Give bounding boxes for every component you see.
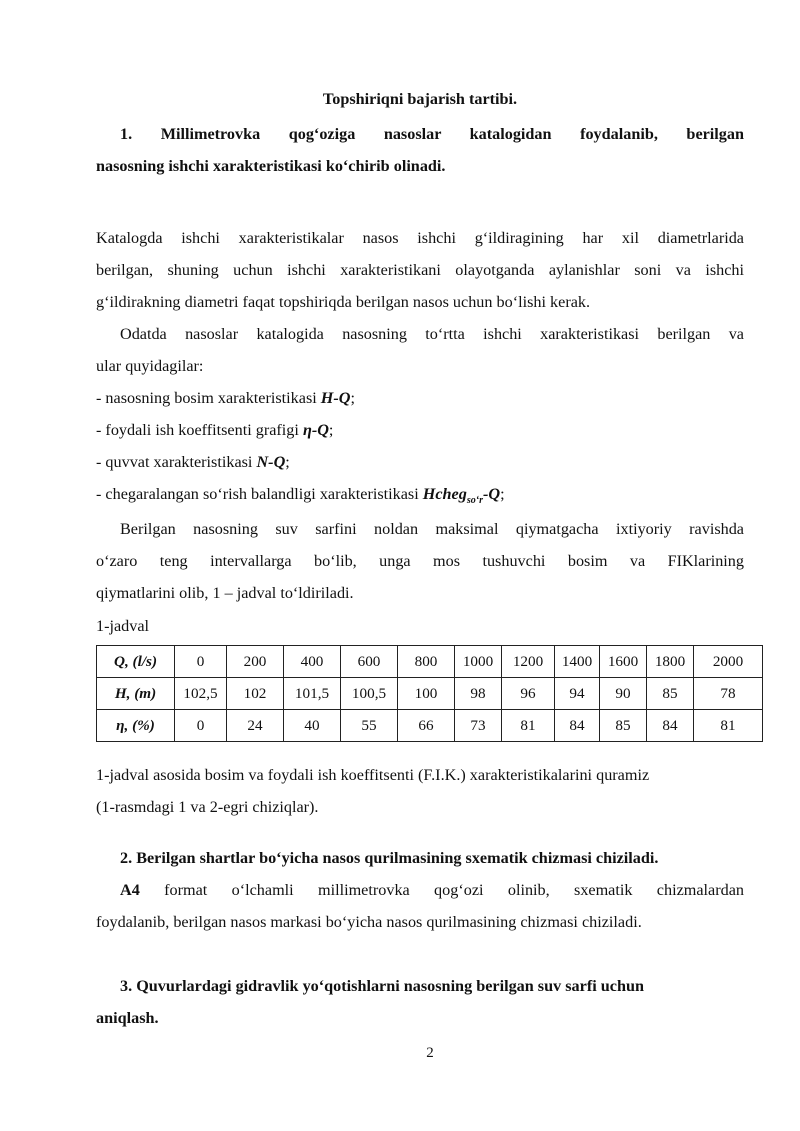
table-cell: 102 [227,678,284,710]
paragraph-4-line-1: 1-jadval asosida bosim va foydali ish koeffitsenti (F.I.K.) xarakteristikalarini quramiz [96,766,650,784]
table-cell: 102,5 [175,678,227,710]
table-cell: 40 [284,710,341,742]
paragraph-1-line-3: g‘ildirakning diametri faqat topshiriqda berilgan nasos uchun bo‘lishi kerak. [96,293,591,311]
table-cell: 94 [555,678,600,710]
formula-eta-q: η-Q [302,421,329,439]
list-item: - nasosning bosim xarakteristikasi H-Q; [96,389,355,407]
table-cell: 1400 [555,646,600,678]
table-cell: 78 [694,678,763,710]
paragraph-2 [96,318,744,382]
section-3-heading [96,970,744,1034]
section-1-line-2: nasosning ishchi xarakteristikasi ko‘chirib olinadi. [96,157,446,175]
table-cell: 800 [398,646,455,678]
paragraph-2-line-2: ular quyidagilar: [96,357,204,375]
table-cell: 100 [398,678,455,710]
table-cell: 96 [502,678,555,710]
page-title: Topshiriqni bajarish tartibi. [322,90,518,108]
section-2-heading: 2. Berilgan shartlar bo‘yicha nasos qurilmasining sxematik chizmasi chiziladi. [120,849,659,867]
paragraph-1-line-1: Katalogda ishchi xarakteristikalar nasos ishchi g‘ildiragining har xil diametrlarida [96,229,744,247]
table-row [97,678,763,710]
table-cell: 0 [175,710,227,742]
data-table [96,645,763,742]
list-item: - quvvat xarakteristikasi N-Q; [96,453,290,471]
table-row-label: H, (m) [97,678,175,710]
formula-hcheg-q: Hcheg$_{so‘r}$-Q [422,485,501,507]
section-1-heading [96,118,744,182]
table-cell: 66 [398,710,455,742]
formula-h-q: H-Q [320,389,351,407]
section-2 [96,842,744,938]
paragraph-3 [96,513,744,609]
section-1-line-1: 1. Millimetrovka qog‘oziga nasoslar katalogidan foydalanib, berilgan [120,125,744,143]
formula-n-q: N-Q [256,453,286,471]
table-cell: 0 [175,646,227,678]
page-number: 2 [426,1045,434,1061]
section-3-line-1: 3. Quvurlardagi gidravlik yo‘qotishlarni nasosning berilgan suv sarfi uchun [120,977,644,995]
table-cell: 85 [600,710,647,742]
table-row [97,710,763,742]
list-item: - chegaralangan so‘rish balandligi xarakteristikasi Hcheg$_{so‘r}$-Q; [96,485,505,507]
table-cell: 600 [341,646,398,678]
paragraph-1 [96,222,744,318]
table-cell: 84 [647,710,694,742]
table-caption: 1-jadval [96,617,150,635]
table-row-label: η, (%) [97,710,175,742]
paragraph-1-line-2: berilgan, shuning uchun ishchi xarakteristikani olayotganda aylanishlar soni va ishchi [96,261,744,279]
paragraph-3-line-2: o‘zaro teng intervallarga bo‘lib, unga mos tushuvchi bosim va FIKlarining [96,552,744,570]
table-cell: 1600 [600,646,647,678]
table-cell: 81 [694,710,763,742]
table-cell: 98 [455,678,502,710]
table-cell: 200 [227,646,284,678]
table-cell: 81 [502,710,555,742]
list-item: - foydali ish koeffitsenti grafigi η-Q; [96,421,334,439]
table-cell: 90 [600,678,647,710]
table-cell: 1200 [502,646,555,678]
paragraph-4-line-2: (1-rasmdagi 1 va 2-egri chiziqlar). [96,798,319,816]
table-cell: 400 [284,646,341,678]
table-row [97,646,763,678]
paragraph-4 [96,759,744,823]
table-cell: 84 [555,710,600,742]
table-cell: 101,5 [284,678,341,710]
table-cell: 2000 [694,646,763,678]
paragraph-3-line-1: Berilgan nasosning suv sarfini noldan maksimal qiymatgacha ixtiyoriy ravishda [120,520,744,538]
table-cell: 1000 [455,646,502,678]
section-2-line-1: A4 format o‘lchamli millimetrovka qog‘ozi olinib, sxematik chizmalardan [120,881,744,899]
table-cell: 55 [341,710,398,742]
table-row-label: Q, (l/s) [97,646,175,678]
section-2-line-2: foydalanib, berilgan nasos markasi bo‘yicha nasos qurilmasining chizmasi chiziladi. [96,913,642,931]
table-cell: 85 [647,678,694,710]
table-cell: 24 [227,710,284,742]
paragraph-2-line-1: Odatda nasoslar katalogida nasosning to‘rtta ishchi xarakteristikasi berilgan va [120,325,744,343]
paragraph-3-line-3: qiymatlarini olib, 1 – jadval to‘ldiriladi. [96,584,354,602]
table-cell: 100,5 [341,678,398,710]
characteristics-list [96,382,744,517]
section-3-line-2: aniqlash. [96,1009,159,1027]
table-cell: 1800 [647,646,694,678]
table-cell: 73 [455,710,502,742]
